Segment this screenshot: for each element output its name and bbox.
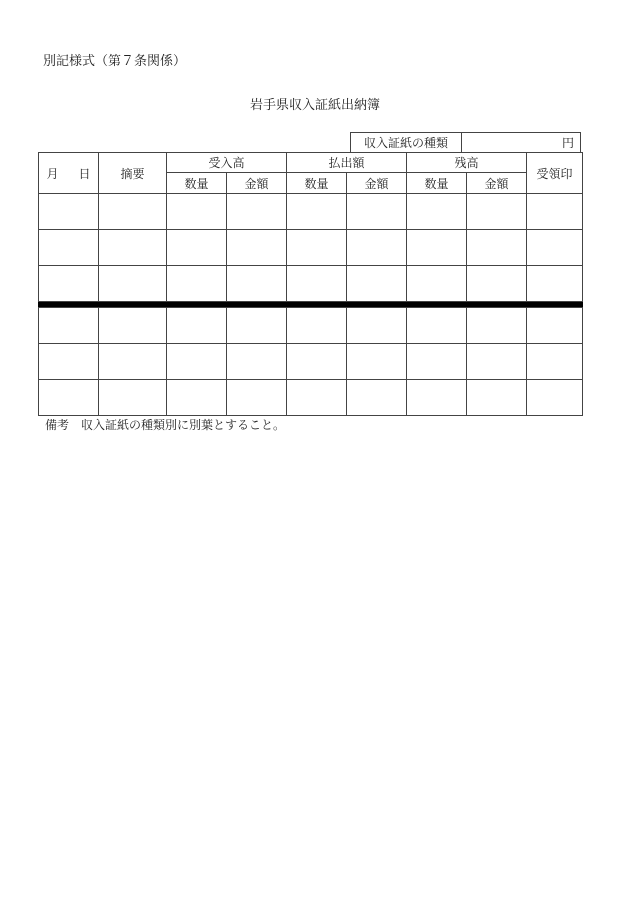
table-row xyxy=(39,308,583,344)
paid-out-quantity-header: 数量 xyxy=(287,173,347,194)
summary-header: 摘要 xyxy=(99,153,167,194)
ledger-table xyxy=(38,152,583,416)
month-day-cell[interactable] xyxy=(39,344,99,380)
month-day-cell[interactable] xyxy=(39,380,99,416)
received-quantity-cell[interactable] xyxy=(167,308,227,344)
table-row xyxy=(39,344,583,380)
paid-out-quantity-cell[interactable] xyxy=(287,308,347,344)
summary-cell[interactable] xyxy=(99,380,167,416)
received-header: 受入高 xyxy=(167,153,287,173)
received-quantity-cell[interactable] xyxy=(167,194,227,230)
received-quantity-cell[interactable] xyxy=(167,266,227,302)
stamp-type-label: 収入証紙の種類 xyxy=(351,133,462,153)
paid-out-quantity-cell[interactable] xyxy=(287,380,347,416)
receipt-seal-cell[interactable] xyxy=(527,194,583,230)
received-amount-cell[interactable] xyxy=(227,266,287,302)
paid-out-amount-header: 金額 xyxy=(347,173,407,194)
balance-quantity-cell[interactable] xyxy=(407,230,467,266)
month-header: 月 xyxy=(46,166,59,181)
paid-out-quantity-cell[interactable] xyxy=(287,344,347,380)
table-row xyxy=(39,194,583,230)
received-quantity-cell[interactable] xyxy=(167,344,227,380)
balance-amount-cell[interactable] xyxy=(467,266,527,302)
balance-quantity-cell[interactable] xyxy=(407,194,467,230)
received-quantity-header: 数量 xyxy=(167,173,227,194)
summary-cell[interactable] xyxy=(99,230,167,266)
paid-out-amount-cell[interactable] xyxy=(347,194,407,230)
balance-quantity-cell[interactable] xyxy=(407,344,467,380)
paid-out-amount-cell[interactable] xyxy=(347,266,407,302)
received-amount-cell[interactable] xyxy=(227,194,287,230)
yen-unit: 円 xyxy=(561,136,574,150)
paid-out-amount-cell[interactable] xyxy=(347,344,407,380)
table-row xyxy=(39,266,583,302)
paid-out-amount-cell[interactable] xyxy=(347,308,407,344)
balance-header: 残高 xyxy=(407,153,527,173)
table-row xyxy=(39,380,583,416)
received-quantity-cell[interactable] xyxy=(167,380,227,416)
balance-quantity-cell[interactable] xyxy=(407,380,467,416)
month-day-cell[interactable] xyxy=(39,194,99,230)
balance-quantity-cell[interactable] xyxy=(407,308,467,344)
balance-amount-cell[interactable] xyxy=(467,380,527,416)
paid-out-header: 払出額 xyxy=(287,153,407,173)
received-amount-header: 金額 xyxy=(227,173,287,194)
table-row xyxy=(39,230,583,266)
received-quantity-cell[interactable] xyxy=(167,230,227,266)
stamp-type-value[interactable] xyxy=(462,133,581,153)
month-day-cell[interactable] xyxy=(39,308,99,344)
paid-out-quantity-cell[interactable] xyxy=(287,194,347,230)
balance-quantity-header: 数量 xyxy=(407,173,467,194)
receipt-seal-cell[interactable] xyxy=(527,380,583,416)
received-amount-cell[interactable] xyxy=(227,344,287,380)
balance-amount-cell[interactable] xyxy=(467,308,527,344)
balance-amount-cell[interactable] xyxy=(467,230,527,266)
date-header xyxy=(39,153,99,194)
remark-text: 収入証紙の種類別に別葉とすること。 xyxy=(81,418,286,432)
balance-amount-cell[interactable] xyxy=(467,344,527,380)
receipt-seal-cell[interactable] xyxy=(527,230,583,266)
remark-label: 備考 xyxy=(45,418,70,432)
stamp-type-box xyxy=(350,132,581,153)
paid-out-quantity-cell[interactable] xyxy=(287,266,347,302)
month-day-cell[interactable] xyxy=(39,266,99,302)
form-style-note: 別記様式（第７条関係） xyxy=(43,54,187,69)
receipt-seal-cell[interactable] xyxy=(527,266,583,302)
day-header: 日 xyxy=(78,166,91,181)
summary-cell[interactable] xyxy=(99,266,167,302)
receipt-seal-cell[interactable] xyxy=(527,344,583,380)
remark xyxy=(45,416,285,433)
receipt-seal-header: 受領印 xyxy=(527,153,583,194)
summary-cell[interactable] xyxy=(99,308,167,344)
received-amount-cell[interactable] xyxy=(227,380,287,416)
paid-out-amount-cell[interactable] xyxy=(347,230,407,266)
received-amount-cell[interactable] xyxy=(227,230,287,266)
document-title: 岩手県収入証紙出納簿 xyxy=(249,98,380,113)
received-amount-cell[interactable] xyxy=(227,308,287,344)
balance-amount-header: 金額 xyxy=(467,173,527,194)
paid-out-quantity-cell[interactable] xyxy=(287,230,347,266)
paid-out-amount-cell[interactable] xyxy=(347,380,407,416)
month-day-cell[interactable] xyxy=(39,230,99,266)
balance-amount-cell[interactable] xyxy=(467,194,527,230)
summary-cell[interactable] xyxy=(99,194,167,230)
ledger-body xyxy=(39,194,583,416)
receipt-seal-cell[interactable] xyxy=(527,308,583,344)
balance-quantity-cell[interactable] xyxy=(407,266,467,302)
summary-cell[interactable] xyxy=(99,344,167,380)
